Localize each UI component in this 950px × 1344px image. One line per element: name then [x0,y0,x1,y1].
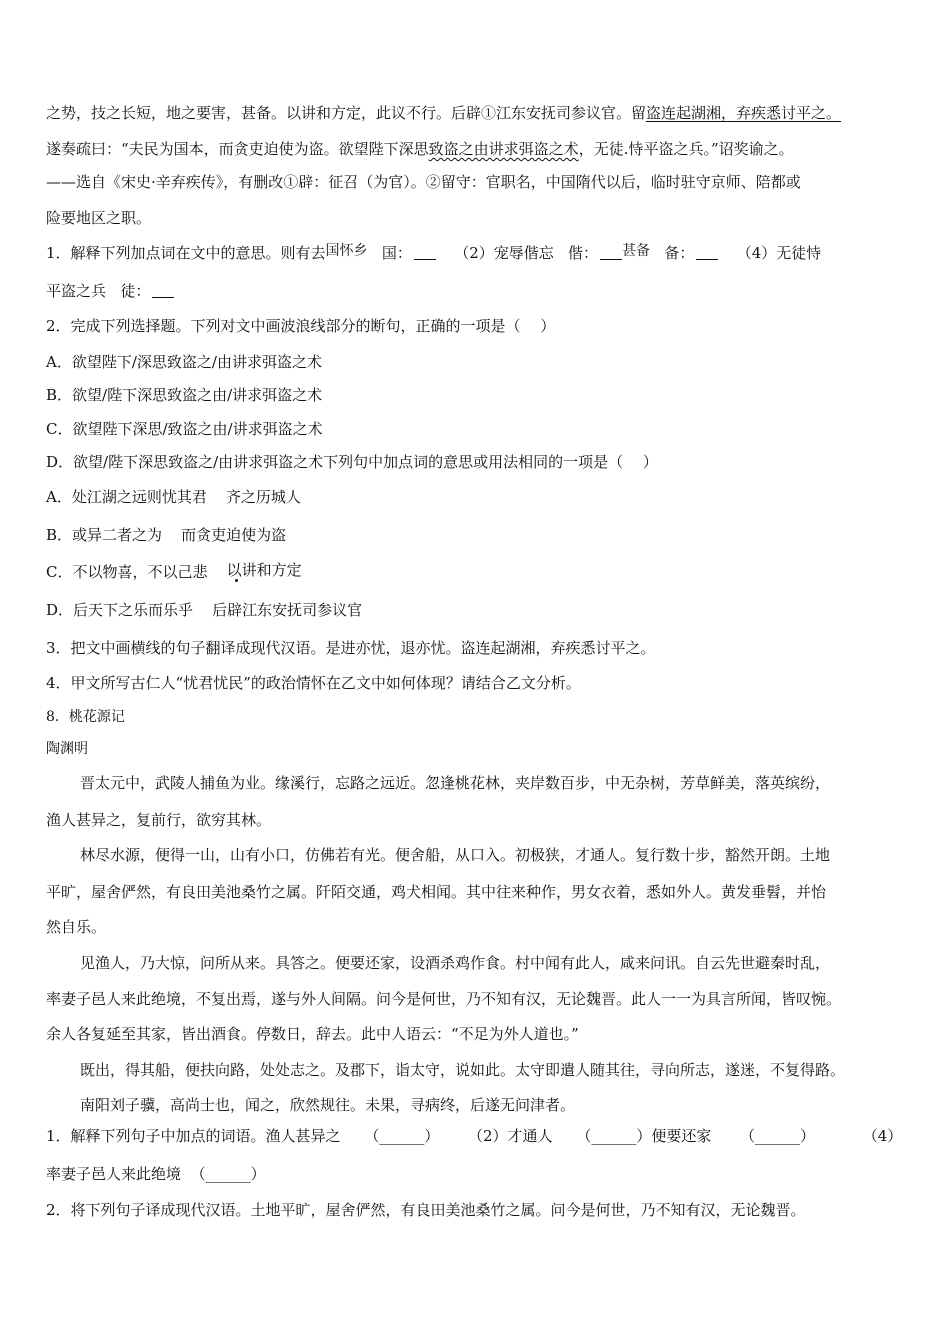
answer-blank[interactable]: （______） [740,1127,816,1145]
option-a[interactable]: A．欲望陛下/深思致盗之/由讲求弭盗之术 [46,353,322,371]
passage-line: 见渔人，乃大惊，问所从来。具答之。便要还家，设酒杀鸡作食。村中闻有此人，咸来问讯。自云先世避秦时乱， [80,954,831,972]
question-b1: 1．解释下列句子中加点的词语。渔人甚异之 （______） （2）才通人 （______）便要还家 （______） （4） [46,1127,903,1145]
question-b2: 2．将下列句子译成现代汉语。土地平旷，屋舍俨然，有良田美池桑竹之属。问今是何世，乃不知有汉，无论魏晋。 [46,1201,806,1219]
question-4: 4．甲文所写古仁人“忧君忧民”的政治情怀在乙文中如何体现？请结合乙文分析。 [46,674,581,692]
emphasis-dot [235,579,238,582]
passage-text: ，无徒.恃平盗之兵。”诏奖谕之。 [578,140,794,158]
option-d[interactable]: D．欲望/陛下深思致盗之/由讲求弭盗之术下列句中加点词的意思或用法相同的一项是（ ） [46,453,658,471]
question-b1-cont: 率妻子邑人来此绝境 （______） [46,1165,266,1183]
option-b[interactable]: B．欲望/陛下深思致盗之由/讲求弭盗之术 [46,386,323,404]
answer-blank[interactable] [414,245,436,260]
dotted-word: 甚备 [622,243,651,259]
passage-line: 既出，得其船，便扶向路，处处志之。及郡下，诣太守，说如此。太守即遣人随其往，寻向所志，遂迷，不复得路。 [80,1061,846,1079]
answer-blank[interactable]: （______） [190,1165,266,1183]
passage-line: 南阳刘子骥，高尚士也，闻之，欣然规往。未果，寻病终，后遂无问津者。 [80,1096,576,1114]
option-d[interactable]: D．后天下之乐而乐乎 后辟江东安抚司参议官 [46,601,363,619]
passage-line: 平旷，屋舍俨然，有良田美池桑竹之属。阡陌交通，鸡犬相闻。其中往来种作，男女衣着，悉如外人。黄发垂髫，并怡 [46,883,827,901]
passage-text: 之势，技之长短，地之要害，甚备。以讲和方定，此议不行。后辟①江东安抚司参议官。留 [46,104,647,122]
answer-blank[interactable] [696,245,718,260]
passage-line [46,103,841,123]
passage-text: 遂奏疏曰：“夫民为国本，而贪吏迫使为盗。欲望陛下深思 [46,140,429,158]
passage-author: 陶渊明 [46,741,88,757]
underlined-sentence: 盗连起湖湘，弃疾悉讨平之。 [646,104,842,122]
answer-blank[interactable]: （______） [576,1127,652,1145]
wavy-underlined-phrase: 致盗之由讲求弭盗之术 [428,140,579,158]
passage-line: 然自乐。 [46,918,107,936]
option-b[interactable]: B．或异二者之为 而贪吏迫使为盗 [46,526,287,544]
passage-line: 余人各复延至其家，皆出酒食。停数日，辞去。此中人语云：“不足为外人道也。” [46,1025,579,1043]
source-note: ——选自《宋史·辛弃疾传》，有删改①辟：征召（为官）。②留守：官职名，中国隋代以后，临时驻守京师、陪都或 [46,173,801,191]
passage-line: 渔人甚异之，复前行，欲穷其林。 [46,811,272,829]
answer-blank[interactable] [600,245,622,260]
passage-line: 率妻子邑人来此绝境，不复出焉，遂与外人间隔。问今是何世，乃不知有汉，无论魏晋。此人一一为具言所闻，皆叹惋。 [46,990,842,1008]
answer-blank[interactable] [152,283,174,298]
passage-line: 林尽水源，便得一山，山有小口，仿佛若有光。便舍船，从口入。初极狭，才通人。复行数十步，豁然开朗。土地 [80,846,831,864]
source-note: 险要地区之职。 [46,209,152,227]
question-1: 1．解释下列加点词在文中的意思。则有去国怀乡 国： （2）宠辱偕忘 偕： 甚备 备： （4）无徒恃 [46,243,822,262]
question-3: 3．把文中画横线的句子翻译成现代汉语。是进亦忧，退亦忧。盗连起湖湘，弃疾悉讨平之。 [46,639,656,657]
question-2-stem: 2．完成下列选择题。下列对文中画波浪线部分的断句，正确的一项是（ ） [46,317,556,335]
passage-title: 8．桃花源记 [46,709,125,725]
option-a[interactable]: A．处江湖之远则忧其君 齐之历城人 [46,488,301,506]
question-1-cont: 平盗之兵 徒： [46,281,178,301]
option-c[interactable]: C．不以物喜，不以己悲 以讲和方定 [46,561,302,581]
option-c[interactable]: C．欲望陛下深思/致盗之由/讲求弭盗之术 [46,420,323,438]
passage-line: 晋太元中，武陵人捕鱼为业。缘溪行，忘路之远近。忽逢桃花林，夹岸数百步，中无杂树，芳草鲜美，落英缤纷， [80,774,831,792]
answer-blank[interactable]: （______） [364,1127,440,1145]
passage-line [46,139,794,159]
dotted-word: 国怀乡 [325,243,368,259]
